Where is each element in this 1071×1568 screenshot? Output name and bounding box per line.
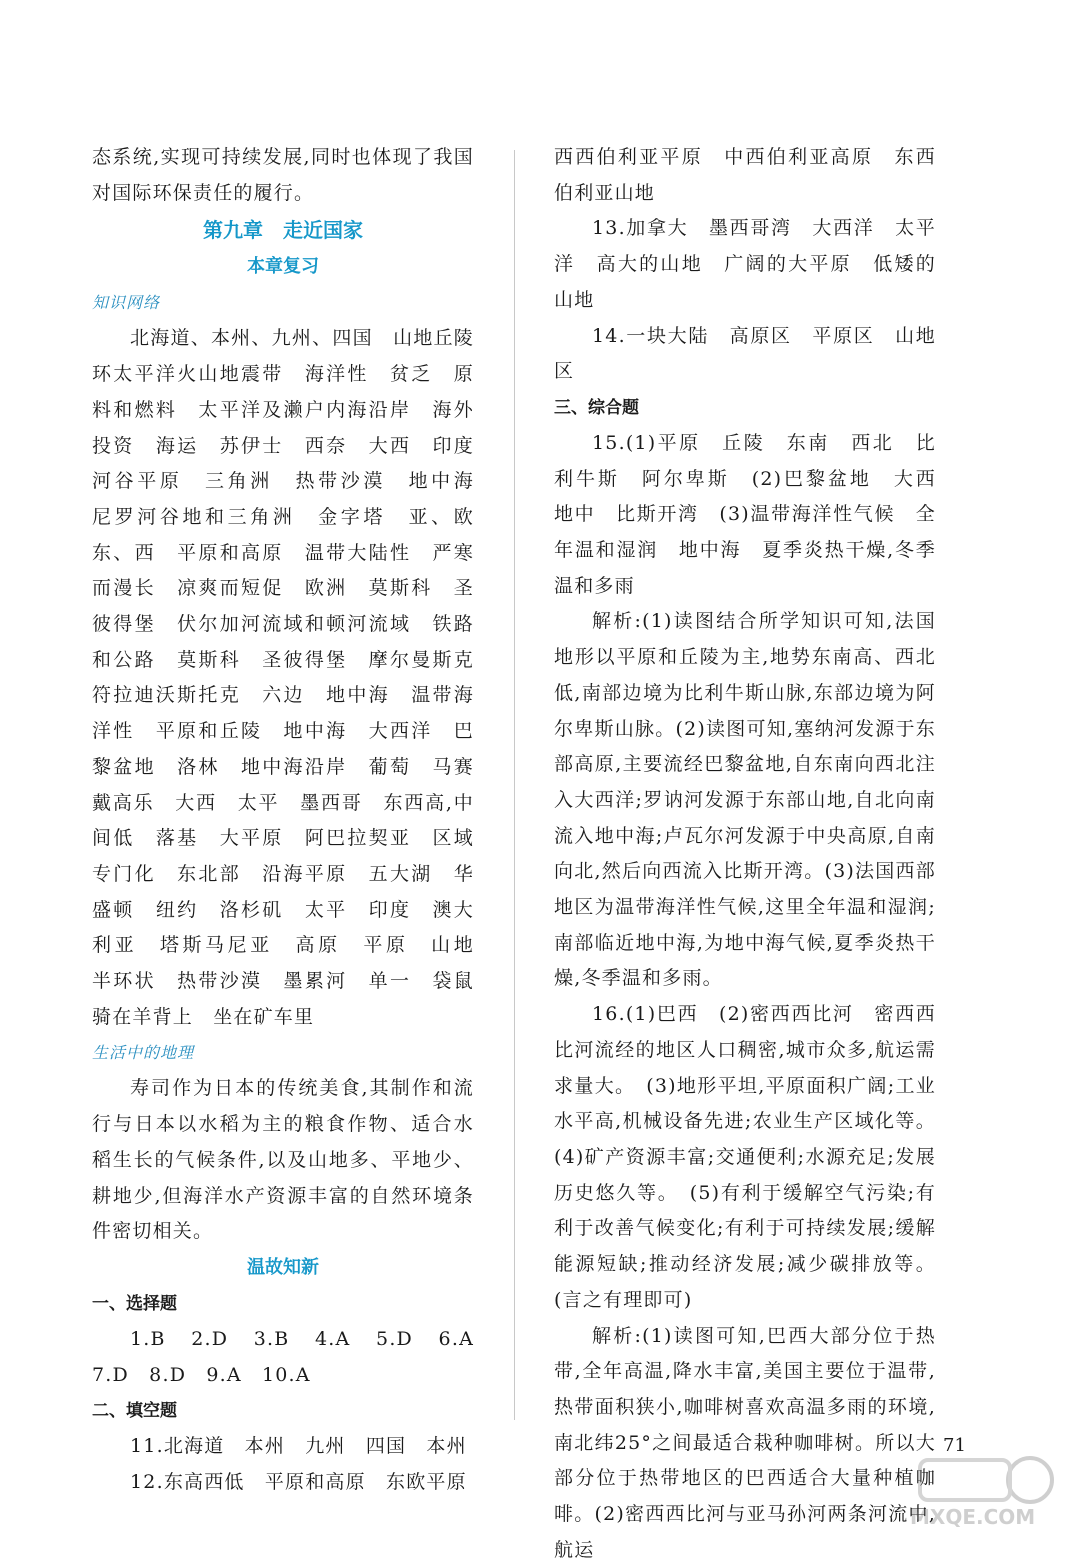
- right-column: [554, 140, 936, 1568]
- analysis-q15: 解析:(1)读图结合所学知识可知,法国地形以平原和丘陵为主,地势东南高、西北低,南部边境为比利牛斯山脉,东部边境为阿尔卑斯山脉。(2)读图可知,塞纳河发源于东部高原,主要流经巴黎盆地,自东南向西北注入大西洋;罗讷河发源于东部山地,自北向南流入地中海;卢瓦尔河发源于中央高原,自南向北,然后向西流入比斯开湾。(3)法国西部地区为温带海洋性气候,这里全年温和湿润;南部临近地中海,为地中海气候,夏季炎热干燥,冬季温和多雨。: [554, 604, 936, 997]
- subsection-knowledge-network: 知识网络: [92, 285, 474, 321]
- answer-q16: 16.(1)巴西 (2)密西西比河 密西西比河流经的地区人口稠密,城市众多,航运需求量大。 (3)地形平坦,平原面积广阔;工业水平高,机械设备先进;农业生产区域化等。(4)矿产资源丰富;交通便利;水源充足;发展历史悠久等。 (5)有利于缓解空气污染;有利于改善气候变化;有利于可持续发展;缓解能源短缺;推动经济发展;减少碳排放等。(言之有理即可): [554, 997, 936, 1318]
- heading-comprehensive-questions: 三、综合题: [554, 390, 936, 426]
- knowledge-network-paragraph: 北海道、本州、九州、四国 山地丘陵 环太平洋火山地震带 海洋性 贫乏 原料和燃料 太平洋及濑户内海沿岸 海外投资 海运 苏伊士 西奈 大西 印度 河谷平原 三角洲 热带沙漠 地中海 尼罗河谷地和三角洲 金字塔 亚、欧 东、西 平原和高原 温带大陆性 严寒而漫长 凉爽而短促 欧洲 莫斯科 圣彼得堡 伏尔加河流域和顿河流域 铁路和公路 莫斯科 圣彼得堡 摩尔曼斯克 符拉迪沃斯托克 六边 地中海 温带海洋性 平原和丘陵 地中海 大西洋 巴黎盆地 洛林 地中海沿岸 葡萄 马赛 戴高乐 大西 太平 墨西哥 东西高,中间低 落基 大平原 阿巴拉契亚 区域专门化 东北部 沿海平原 五大湖 华盛顿 纽约 洛杉矶 太平 印度 澳大利亚 塔斯马尼亚 高原 平原 山地 半环状 热带沙漠 墨累河 单一 袋鼠 骑在羊背上 坐在矿车里: [92, 321, 474, 1035]
- answer-q14: 14.一块大陆 高原区 平原区 山地区: [554, 319, 936, 390]
- section-title-review: 本章复习: [92, 249, 474, 285]
- watermark-text: MXQE.COM: [910, 1505, 1035, 1529]
- answer-q15: 15.(1)平原 丘陵 东南 西北 比利牛斯 阿尔卑斯 (2)巴黎盆地 大西 地中 比斯开湾 (3)温带海洋性气候 全年温和湿润 地中海 夏季炎热干燥,冬季温和多雨: [554, 426, 936, 605]
- column-divider: [514, 150, 515, 1420]
- page-number: 71: [943, 1435, 966, 1456]
- heading-choice-questions: 一、选择题: [92, 1286, 474, 1322]
- subsection-geography-in-life: 生活中的地理: [92, 1035, 474, 1071]
- choice-answers: 1.B 2.D 3.B 4.A 5.D 6.A 7.D 8.D 9.A 10.A: [92, 1322, 474, 1393]
- answer-q11: 11.北海道 本州 九州 四国 本州: [92, 1429, 474, 1465]
- answer-q13: 13.加拿大 墨西哥湾 大西洋 太平洋 高大的山地 广阔的大平原 低矮的山地: [554, 211, 936, 318]
- answer-q12-start: 12.东高西低 平原和高原 东欧平原: [92, 1465, 474, 1501]
- left-column: [92, 140, 474, 1501]
- chapter-title: 第九章 走近国家: [92, 211, 474, 249]
- intro-paragraph: 态系统,实现可持续发展,同时也体现了我国对国际环保责任的履行。: [92, 140, 474, 211]
- heading-fill-questions: 二、填空题: [92, 1393, 474, 1429]
- analysis-q16: 解析:(1)读图可知,巴西大部分位于热带,全年高温,降水丰富,美国主要位于温带,热带面积狭小,咖啡树喜欢高温多雨的环境,南北纬25°之间最适合栽种咖啡树。所以大部分位于热带地区的巴西适合大量种植咖啡。(2)密西西比河与亚马孙河两条河流中,航运: [554, 1319, 936, 1568]
- section-title-revisit: 温故知新: [92, 1250, 474, 1286]
- answer-q12-continued: 西西伯利亚平原 中西伯利亚高原 东西伯利亚山地: [554, 140, 936, 211]
- watermark-logo: [900, 1450, 1060, 1530]
- geography-in-life-paragraph: 寿司作为日本的传统美食,其制作和流行与日本以水稻为主的粮食作物、适合水稻生长的气候条件,以及山地多、平地少、耕地少,但海洋水产资源丰富的自然环境条件密切相关。: [92, 1071, 474, 1250]
